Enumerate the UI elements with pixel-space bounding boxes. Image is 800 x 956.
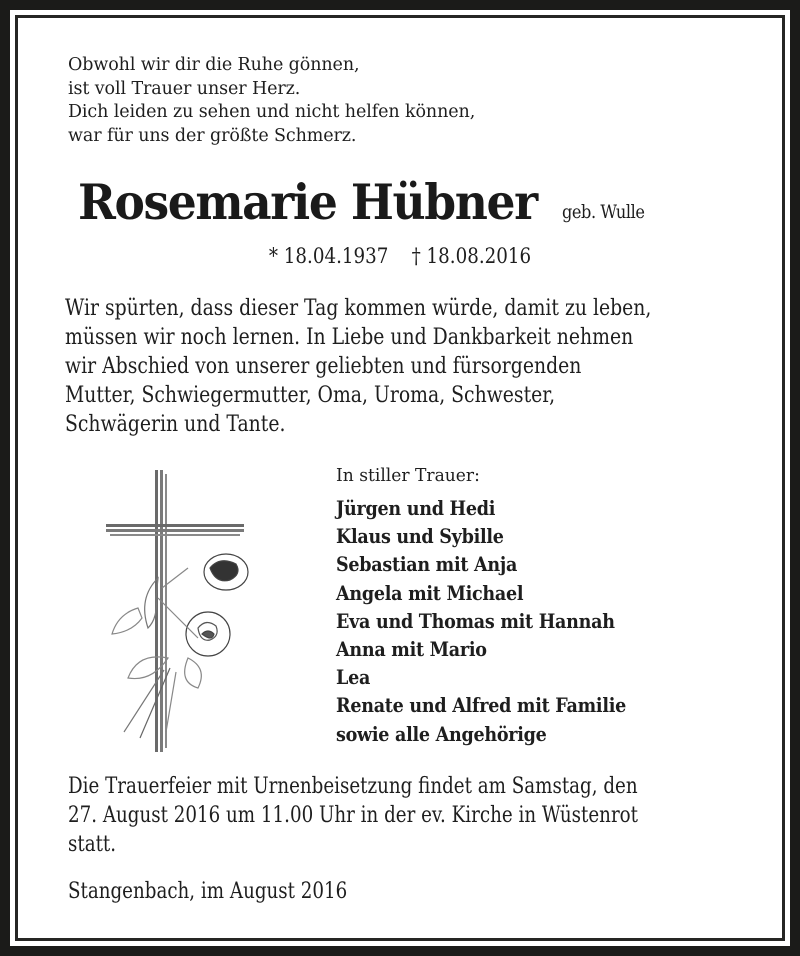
deceased-name: Rosemarie Hübner (78, 173, 537, 231)
mourner: Jürgen und Hedi (336, 497, 496, 520)
poem-line: Obwohl wir dir die Ruhe gönnen, (68, 55, 360, 75)
name-row (78, 173, 571, 231)
mourning-label: In stiller Trauer: (336, 465, 480, 486)
poem-line: war für uns der größte Schmerz. (68, 125, 357, 146)
farewell-text (65, 294, 651, 439)
place-and-date: Stangenbach, im August 2016 (68, 879, 348, 904)
mourner: Lea (336, 666, 371, 690)
funeral-line: Die Trauerfeier mit Urnenbeisetzung findet am Samstag, den (68, 774, 638, 799)
mourner: Anna mit Mario (336, 638, 487, 662)
mourner: Angela mit Michael (336, 581, 524, 605)
body-line: Schwägerin und Tante. (65, 412, 286, 437)
mourner: Eva und Thomas mit Hannah (336, 609, 615, 633)
maiden-name: geb. Wulle (562, 201, 645, 223)
body-line: Wir spürten, dass dieser Tag kommen würde, damit zu leben, (65, 296, 652, 321)
body-line: müssen wir noch lernen. In Liebe und Dankbarkeit nehmen (65, 325, 634, 350)
poem-line: ist voll Trauer unser Herz. (68, 78, 301, 99)
poem (68, 54, 475, 148)
mourner: Klaus und Sybille (336, 525, 504, 549)
birth-date: * 18.04.1937 (268, 244, 389, 268)
mourner: Renate und Alfred mit Familie (336, 694, 627, 718)
funeral-info (68, 772, 638, 859)
death-date: † 18.08.2016 (411, 244, 532, 268)
mourner: Sebastian mit Anja (336, 553, 518, 577)
obituary-frame (10, 10, 790, 946)
mourners-list (336, 495, 626, 749)
funeral-line: 27. August 2016 um 11.00 Uhr in der ev. Kirche in Wüstenrot (68, 803, 639, 828)
body-line: Mutter, Schwiegermutter, Oma, Uroma, Schwester, (65, 383, 556, 408)
mourner: sowie alle Angehörige (336, 722, 547, 746)
funeral-line: statt. (68, 832, 117, 857)
obituary-notice (15, 15, 785, 941)
cross-with-roses-icon (98, 458, 253, 754)
body-line: wir Abschied von unserer geliebten und fürsorgenden (65, 354, 582, 379)
life-dates (68, 244, 733, 268)
poem-line: Dich leiden zu sehen und nicht helfen können, (68, 102, 476, 122)
